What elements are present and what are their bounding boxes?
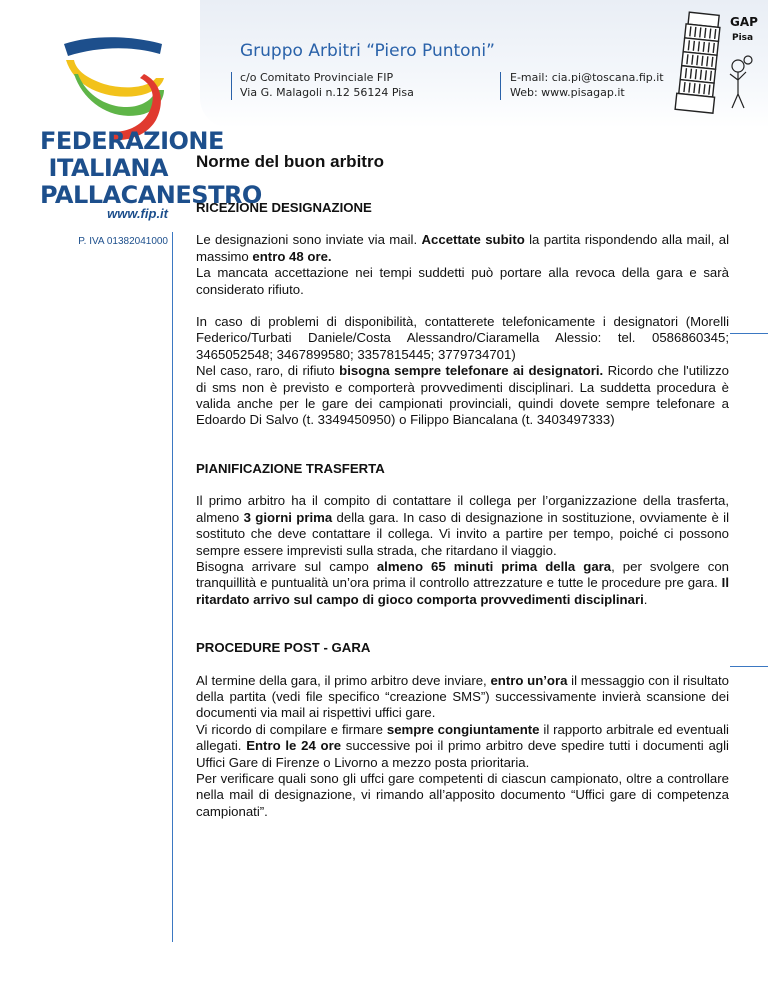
text-run: La mancata accettazione nei tempi suddetti può portare alla revoca della gara e sarà considerato rifiuto.	[196, 265, 729, 297]
fip-name	[40, 127, 262, 209]
text-run-bold: bisogna sempre telefonare ai designatori.	[339, 363, 604, 379]
paragraph	[196, 314, 729, 429]
text-run-bold: sempre congiuntamente	[386, 721, 540, 737]
text-run-bold: almeno 65 minuti prima della gara	[376, 558, 612, 574]
fip-site-link[interactable]: www.fip.it	[107, 206, 168, 221]
fip-line1: FEDERAZIONE	[40, 127, 224, 155]
web-link[interactable]: Web: www.pisagap.it	[510, 86, 625, 99]
gap-logo-sub: Pisa	[732, 33, 754, 43]
text-run: della gara. In caso di designazione in sostituzione, ovviamente è il sostituto che deve contattare il collega. Vi invito a partire per tempo, poiché ci possono sempre essere imprevisti sulla strada, che ritardano il viaggio.	[196, 509, 730, 558]
fip-vat: P. IVA 01382041000	[78, 236, 168, 247]
text-run: Vi ricordo di compilare e firmare	[196, 721, 387, 737]
contact-block	[510, 70, 664, 100]
text-run-bold: Accettate subito	[421, 232, 525, 248]
fip-line2: ITALIANA	[48, 154, 168, 182]
contact-divider	[500, 72, 501, 100]
text-run: , per svolgere con tranquillità e puntualità un’ora prima il controllo attrezzature e tutte le procedure pre gara.	[196, 558, 729, 591]
section-heading-pianificazione: PIANIFICAZIONE TRASFERTA	[196, 460, 385, 476]
text-run: Ricordo che l'utilizzo di sms non è previsto e comporterà provvedimenti disciplinari. La suddetta procedura è valida anche per le gare dei campionati provinciali, quindi dovete sempre telefonare a Edoardo Di Salvo (t. 3349450950) o Filippo Biancalana (t. 3403497333)	[196, 363, 729, 428]
email-link[interactable]: E-mail: cia.pi@toscana.fip.it	[510, 71, 664, 84]
group-title: Gruppo Arbitri “Piero Puntoni”	[240, 41, 495, 61]
text-run-bold: 3 giorni prima	[243, 509, 333, 525]
text-run: Nel caso, raro, di rifiuto	[196, 363, 340, 379]
fip-line3: PALLACANESTRO	[40, 181, 262, 209]
text-run-bold: Entro le 24 ore	[246, 738, 342, 754]
section-heading-post-gara: PROCEDURE POST - GARA	[196, 640, 371, 656]
text-run: il rapporto arbitrale ed eventuali allegati.	[196, 721, 729, 754]
text-run: la partita rispondendo alla mail, al massimo	[196, 232, 730, 264]
document-title: Norme del buon arbitro	[196, 152, 384, 171]
text-run-bold: entro 48 ore.	[252, 248, 332, 264]
text-run: .	[643, 591, 648, 607]
document-body	[196, 200, 729, 820]
text-run: Per verificare quali sono gli uffci gare competenti di ciascun campionato, oltre a controllare nella mail di designazione, vi rimando all’apposito documento “Uffici gare di competenza campionati”.	[196, 770, 729, 819]
text-run: il messaggio con il risultato della partita (vedi file specifico “creazione SMS”) successivamente invierà scansione dei documenti via mail ai rispettivi uffici gare.	[196, 672, 729, 721]
section-heading-ricezione: RICEZIONE DESIGNAZIONE	[196, 200, 372, 215]
paragraph	[196, 232, 729, 298]
text-run: In caso di problemi di disponibilità, contatterete telefonicamente i designatori (Morelli Federico/Turbati Daniele/Costa Alessandro/Ciaramella Alessio: tel. 0586860345; 3465052548; 3467899580; 3357815445; 3779734701)	[196, 314, 729, 362]
address-line2: Via G. Malagoli n.12 56124 Pisa	[240, 86, 414, 99]
sidebar-divider	[172, 232, 173, 942]
address-block	[240, 70, 414, 100]
text-run: successive poi il primo arbitro deve spedire tutti i documenti agli Uffici Gare di Firenze o Livorno a mezzo posta prioritaria.	[196, 738, 729, 770]
address-line1: c/o Comitato Provinciale FIP	[240, 71, 394, 84]
text-run: Al termine della gara, il primo arbitro deve inviare,	[196, 672, 491, 688]
paragraph	[196, 493, 729, 608]
text-run-bold: Il ritardato arrivo sul campo di gioco comporta provvedimenti disciplinari	[196, 575, 729, 607]
margin-tick	[730, 333, 768, 334]
text-run: Bisogna arrivare sul campo	[196, 558, 377, 574]
text-run-bold: entro un’ora	[490, 672, 568, 688]
address-divider	[231, 72, 232, 100]
margin-tick	[730, 666, 768, 667]
gap-logo-text: GAP	[730, 15, 758, 29]
text-run: Il primo arbitro ha il compito di contattare il collega per l’organizzazione della trasferta, almeno	[196, 493, 729, 525]
paragraph	[196, 673, 729, 821]
text-run: Le designazioni sono inviate via mail.	[196, 232, 422, 248]
leaning-tower-logo-icon	[664, 4, 764, 120]
